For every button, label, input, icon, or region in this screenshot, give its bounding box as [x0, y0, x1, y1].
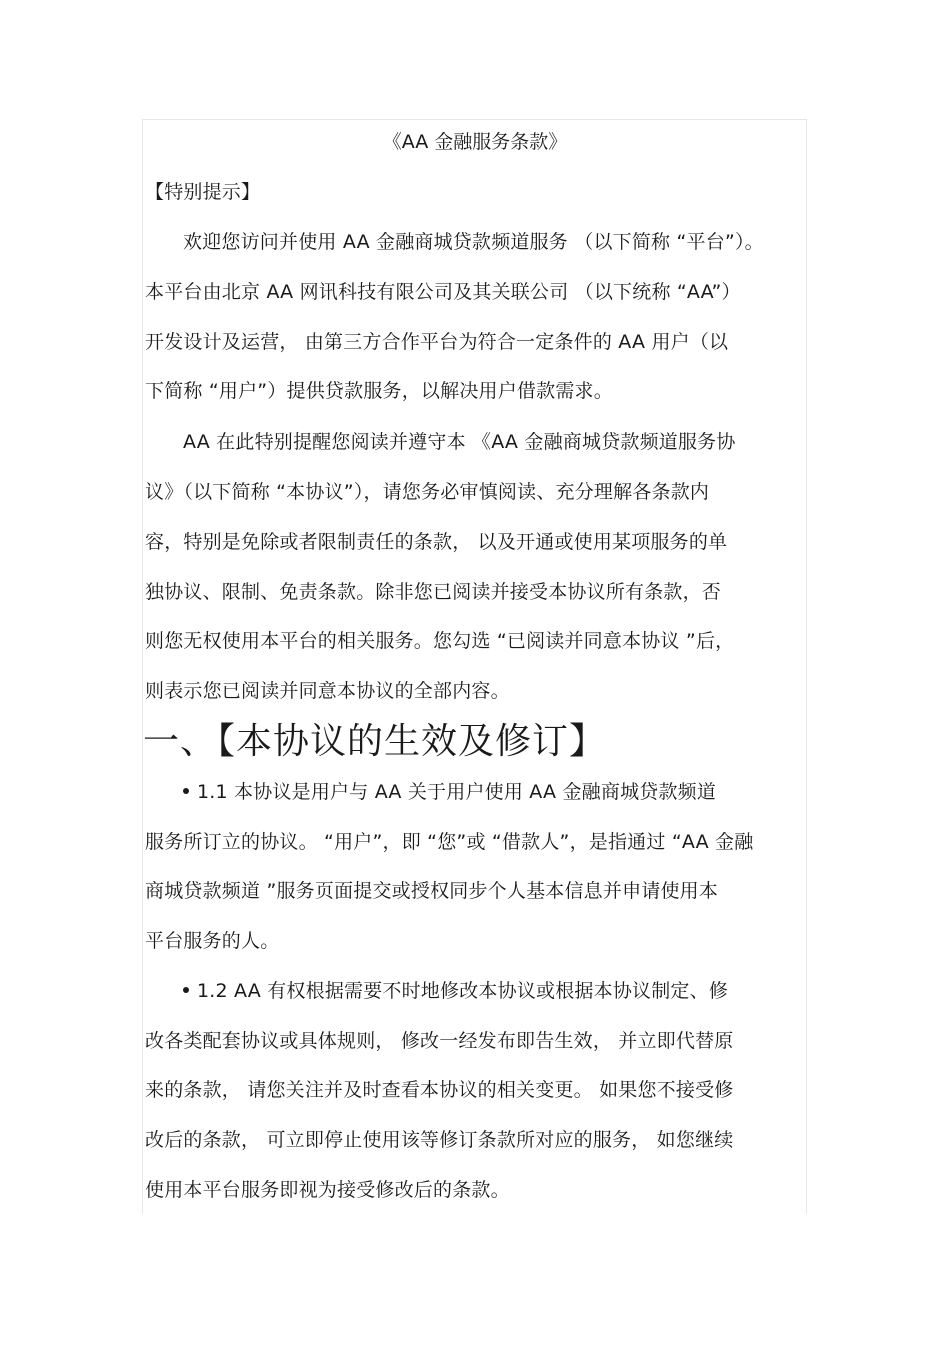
clause-line: 来的条款， 请您关注并及时查看本协议的相关变更。 如果您不接受修 — [145, 1079, 734, 1101]
clause-line: 服务所订立的协议。 “用户”，即 “您”或 “借款人”，是指通过 “AA 金融 — [145, 831, 754, 853]
reminder-line: 则表示您已阅读并同意本协议的全部内容。 — [145, 680, 510, 702]
section-heading: 一、【本协议的生效及修订】 — [143, 721, 607, 762]
clause-line: 改各类配套协议或具体规则， 修改一经发布即告生效， 并立即代替原 — [145, 1030, 734, 1052]
intro-line: 下简称 “用户”）提供贷款服务，以解决用户借款需求。 — [145, 380, 613, 402]
clause-text: 1.1 本协议是用户与 AA 关于用户使用 AA 金融商城贷款频道 — [197, 781, 717, 803]
clause-line: 使用本平台服务即视为接受修改后的条款。 — [145, 1179, 510, 1201]
document-title: 《AA 金融服务条款》 — [382, 131, 568, 153]
clause-text: 1.2 AA 有权根据需要不时地修改本协议或根据本协议制定、修 — [197, 980, 729, 1002]
bullet-icon — [183, 987, 189, 993]
intro-line: 开发设计及运营， 由第三方合作平台为符合一定条件的 AA 用户（以 — [145, 331, 729, 353]
clause-line: 平台服务的人。 — [145, 930, 280, 952]
bullet-icon — [183, 788, 189, 794]
clause-line — [183, 978, 728, 1004]
special-notice-label: 【特别提示】 — [145, 181, 261, 203]
clause-line: 改后的条款， 可立即停止使用该等修订条款所对应的服务， 如您继续 — [145, 1129, 734, 1151]
clause-line — [183, 779, 716, 805]
reminder-line: 则您无权使用本平台的相关服务。您勾选 “已阅读并同意本协议 ”后， — [145, 630, 735, 652]
reminder-line: AA 在此特别提醒您阅读并遵守本 《AA 金融商城贷款频道服务协 — [183, 431, 736, 453]
reminder-line: 容，特别是免除或者限制责任的条款， 以及开通或使用某项服务的单 — [145, 531, 728, 553]
reminder-line: 议》（以下简称 “本协议”），请您务必审慎阅读、充分理解各条款内 — [145, 481, 710, 503]
clause-line: 商城贷款频道 ”服务页面提交或授权同步个人基本信息并申请使用本 — [145, 880, 719, 902]
intro-line: 本平台由北京 AA 网讯科技有限公司及其关联公司 （以下统称 “AA”） — [145, 281, 741, 303]
reminder-line: 独协议、限制、免责条款。除非您已阅读并接受本协议所有条款，否 — [145, 581, 722, 603]
intro-line: 欢迎您访问并使用 AA 金融商城贷款频道服务 （以下简称 “平台”）。 — [183, 231, 764, 253]
